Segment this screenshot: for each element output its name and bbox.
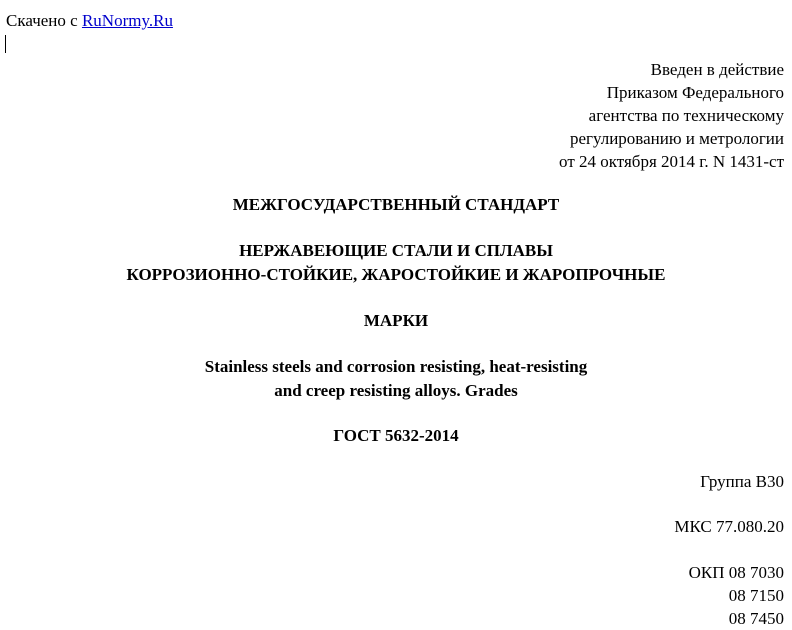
download-source-prefix: Скачено с: [6, 11, 82, 30]
mks-code: МКС 77.080.20: [674, 517, 784, 536]
standard-subtitle-ru: МАРКИ: [363, 311, 429, 330]
text-cursor: [5, 35, 6, 53]
standard-name-en: [0, 355, 792, 403]
standard-name-ru-line: КОРРОЗИОННО-СТОЙКИЕ, ЖАРОСТОЙКИЕ И ЖАРОПРОЧНЫЕ: [126, 265, 666, 284]
runormy-link[interactable]: RuNormy.Ru: [81, 11, 173, 30]
enactment-line: Приказом Федерального: [606, 83, 784, 102]
enactment-line: Введен в действие: [650, 60, 784, 79]
enactment-line: агентства по техническому: [588, 106, 784, 125]
standard-name-en-line: Stainless steels and corrosion resisting, heat-resisting: [204, 357, 588, 376]
enactment-line: регулированию и метрологии: [569, 129, 784, 148]
enactment-line: от 24 октября 2014 г. N 1431-ст: [559, 152, 784, 171]
enactment-block: [559, 58, 784, 173]
standard-name-ru: [0, 239, 792, 287]
standard-name-en-line: and creep resisting alloys. Grades: [274, 381, 518, 400]
download-source-line: [6, 10, 173, 31]
standard-type-heading: МЕЖГОСУДАРСТВЕННЫЙ СТАНДАРТ: [232, 195, 560, 214]
standard-name-ru-line: НЕРЖАВЕЮЩИЕ СТАЛИ И СПЛАВЫ: [239, 241, 553, 260]
group-code: Группа В30: [700, 472, 784, 491]
okp-codes: [689, 561, 784, 630]
okp-code-line: ОКП 08 7030: [688, 563, 784, 582]
gost-code: ГОСТ 5632-2014: [333, 426, 459, 445]
okp-code-line: 08 7150: [728, 586, 784, 605]
okp-code-line: 08 7450: [728, 609, 784, 628]
